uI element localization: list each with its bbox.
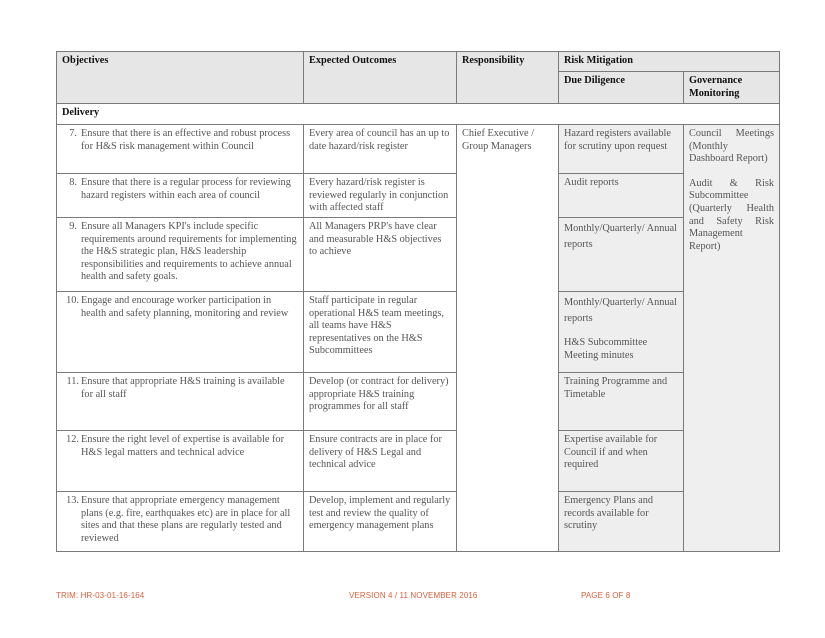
outcome-cell: Every area of council has an up to date hazard/risk register [304, 125, 457, 174]
outcome-cell: Develop (or contract for delivery) appropriate H&S training programmes for all staff [304, 373, 457, 431]
objective-text: Ensure the right level of expertise is available for H&S legal matters and technical advice [81, 434, 285, 458]
objective-number: 13. [66, 495, 79, 506]
objective-cell [57, 218, 304, 292]
objective-text: Ensure that appropriate H&S training is available for all staff [81, 376, 285, 400]
objective-text: Ensure that there is an effective and robust process for H&S risk management within Council [81, 128, 291, 152]
table-row [57, 431, 780, 492]
objective-cell [57, 174, 304, 218]
outcome-cell: Develop, implement and regularly test and review the quality of emergency management plans [304, 492, 457, 552]
footer-trim: TRIM: HR-03-01-16-164 [56, 591, 145, 600]
objective-cell [57, 125, 304, 174]
header-objectives: Objectives [57, 52, 304, 104]
table-row [57, 218, 780, 292]
table-row [57, 125, 780, 174]
footer-page: PAGE 6 OF 8 [581, 591, 631, 600]
due-diligence-cell: Audit reports [559, 174, 684, 218]
objective-number: 8. [69, 177, 77, 188]
objective-number: 7. [69, 128, 77, 139]
governance-council-meetings: Council Meetings (Monthly Dashboard Report) [689, 128, 774, 165]
due-diligence-text: Monthly/Quarterly/ Annual reports [564, 297, 677, 324]
objective-text: Ensure that there is a regular process for reviewing hazard registers within each area of council [81, 177, 291, 201]
objective-text: Ensure all Managers KPI's include specific requirements around requirements for implementing the H&S strategic plan, H&S leadership responsibilities and requirements to achieve annual health and safety goals. [81, 221, 297, 283]
outcome-cell: Ensure contracts are in place for delivery of H&S Legal and technical advice [304, 431, 457, 492]
objective-number: 9. [69, 221, 77, 232]
header-due-diligence: Due Diligence [559, 72, 684, 104]
header-responsibility: Responsibility [457, 52, 559, 104]
objective-number: 10. [66, 295, 79, 306]
footer-version: VERSION 4 / 11 NOVEMBER 2016 [349, 591, 478, 600]
header-governance-monitoring: Governance Monitoring [684, 72, 780, 104]
due-diligence-cell [559, 218, 684, 292]
outcome-cell: Every hazard/risk register is reviewed regularly in conjunction with affected staff [304, 174, 457, 218]
table-row [57, 373, 780, 431]
due-diligence-cell: Hazard registers available for scrutiny upon request [559, 125, 684, 174]
header-risk-mitigation: Risk Mitigation [559, 52, 780, 72]
table-row [57, 492, 780, 552]
responsibility-cell: Chief Executive / Group Managers [457, 125, 559, 552]
objective-text: Ensure that appropriate emergency management plans (e.g. fire, earthquakes etc) are in place for all sites and that these plans are regularly tested and reviewed [81, 495, 291, 544]
governance-cell [684, 125, 780, 552]
table-row [57, 174, 780, 218]
objective-cell [57, 292, 304, 373]
objective-number: 11. [66, 376, 79, 387]
objective-number: 12. [66, 434, 79, 445]
objective-cell [57, 373, 304, 431]
due-diligence-cell: Expertise available for Council if and when required [559, 431, 684, 492]
due-diligence-cell: Emergency Plans and records available for scrutiny [559, 492, 684, 552]
objective-cell [57, 492, 304, 552]
due-diligence-text-2: H&S Subcommittee Meeting minutes [564, 337, 648, 361]
due-diligence-cell [559, 292, 684, 373]
section-delivery: Delivery [57, 104, 780, 125]
governance-audit-risk: Audit & Risk Subcommittee (Quarterly Health and Safety Risk Management Report) [689, 177, 774, 252]
due-diligence-text: Monthly/Quarterly/ Annual reports [564, 223, 677, 250]
hs-delivery-table [56, 51, 780, 552]
table-row [57, 292, 780, 373]
objective-text: Engage and encourage worker participation in health and safety planning, monitoring and review [81, 295, 289, 319]
header-expected-outcomes: Expected Outcomes [304, 52, 457, 104]
outcome-cell: Staff participate in regular operational H&S team meetings, all teams have H&S representatives on the H&S Subcommittees [304, 292, 457, 373]
objective-cell [57, 431, 304, 492]
due-diligence-cell: Training Programme and Timetable [559, 373, 684, 431]
outcome-cell: All Managers PRP's have clear and measurable H&S objectives to achieve [304, 218, 457, 292]
